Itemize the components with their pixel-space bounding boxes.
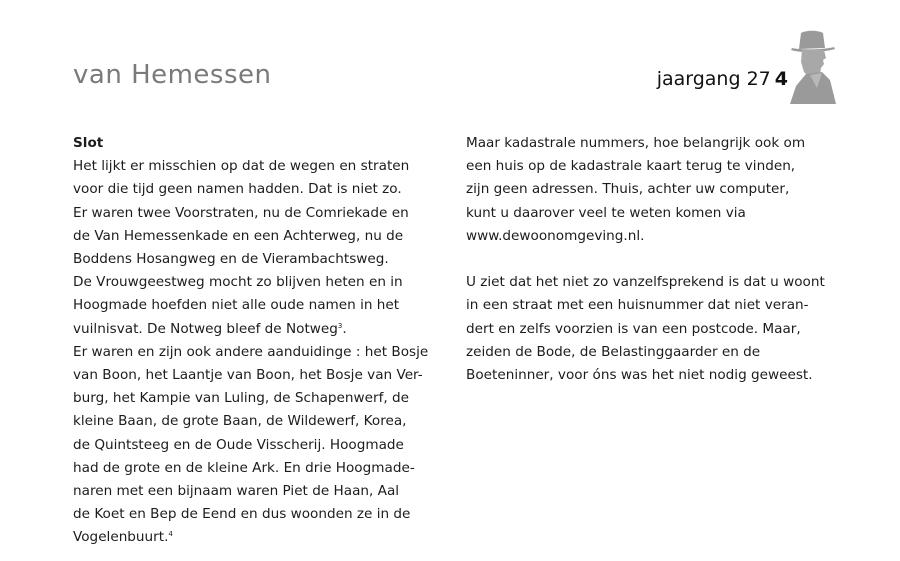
text-line: Boddens Hosangweg en de Vierambachtsweg. [73, 251, 389, 268]
text-line: de Quintsteeg en de Oude Visscherij. Hoogmade [73, 436, 404, 453]
volume-text: jaargang 27 [656, 68, 771, 90]
text-line: zijn geen adressen. Thuis, achter uw computer, [466, 181, 790, 198]
volume-label [657, 68, 788, 90]
text-fragment: Vogelenbuurt. [73, 529, 169, 546]
text-line: voor die tijd geen namen hadden. Dat is niet zo. [73, 181, 402, 198]
text-fragment: vuilnisvat. De Notweg bleef de Notweg [73, 320, 338, 337]
text-line: in een straat met een huisnummer dat niet veran- [466, 297, 809, 314]
text-line-footnote-3 [73, 318, 423, 341]
text-line: U ziet dat het niet zo vanzelfsprekend is dat u woont [466, 274, 825, 291]
text-line: Er waren twee Voorstraten, nu de Comriekade en [73, 204, 409, 221]
text-line: Het lijkt er misschien op dat de wegen en straten [73, 158, 410, 175]
left-column [73, 132, 429, 550]
footnote-ref-3: 3 [337, 321, 343, 330]
right-column [466, 132, 826, 387]
text-line: naren met een bijnaam waren Piet de Haan, Aal [73, 483, 400, 500]
section-heading: Slot [73, 135, 104, 151]
text-line: de Van Hemessenkade en een Achterweg, nu de [73, 227, 404, 244]
page-title: van Hemessen [73, 60, 272, 90]
text-line: burg, het Kampie van Luling, de Schapenwerf, de [73, 390, 409, 407]
text-line: kleine Baan, de grote Baan, de Wildewerf, Korea, [73, 413, 407, 430]
text-line: De Vrouwgeestweg mocht zo blijven heten en in [73, 274, 403, 291]
text-line: had de grote en de kleine Ark. En drie Hoogmade- [73, 459, 415, 476]
footnote-ref-4: 4 [168, 530, 173, 539]
page-number: 4 [774, 68, 788, 90]
text-line: zeiden de Bode, de Belastinggaarder en de [466, 343, 761, 360]
website-url: www.dewoonomgeving.nl. [466, 227, 645, 244]
text-line: dert en zelfs voorzien is van een postcode. Maar, [466, 320, 801, 337]
text-line: Maar kadastrale nummers, hoe belangrijk ook om [466, 135, 806, 151]
text-line-footnote-4 [73, 526, 423, 549]
text-line: van Boon, het Laantje van Boon, het Bosje van Ver- [73, 367, 423, 384]
text-line: Hoogmade hoefden niet alle oude namen in het [73, 297, 400, 314]
text-line: Boeteninner, voor óns was het niet nodig geweest. [466, 367, 813, 384]
footnote-suffix: . [342, 320, 347, 337]
paragraph-gap [466, 248, 826, 271]
text-line: een huis op de kadastrale kaart terug te vinden, [466, 158, 796, 175]
text-line: Er waren en zijn ook andere aanduidinge : het Bosje [73, 343, 429, 360]
text-line: de Koet en Bep de Eend en dus woonden ze in de [73, 506, 411, 523]
man-with-hat-silhouette-icon [786, 28, 840, 104]
text-line: kunt u daarover veel te weten komen via [466, 204, 746, 221]
